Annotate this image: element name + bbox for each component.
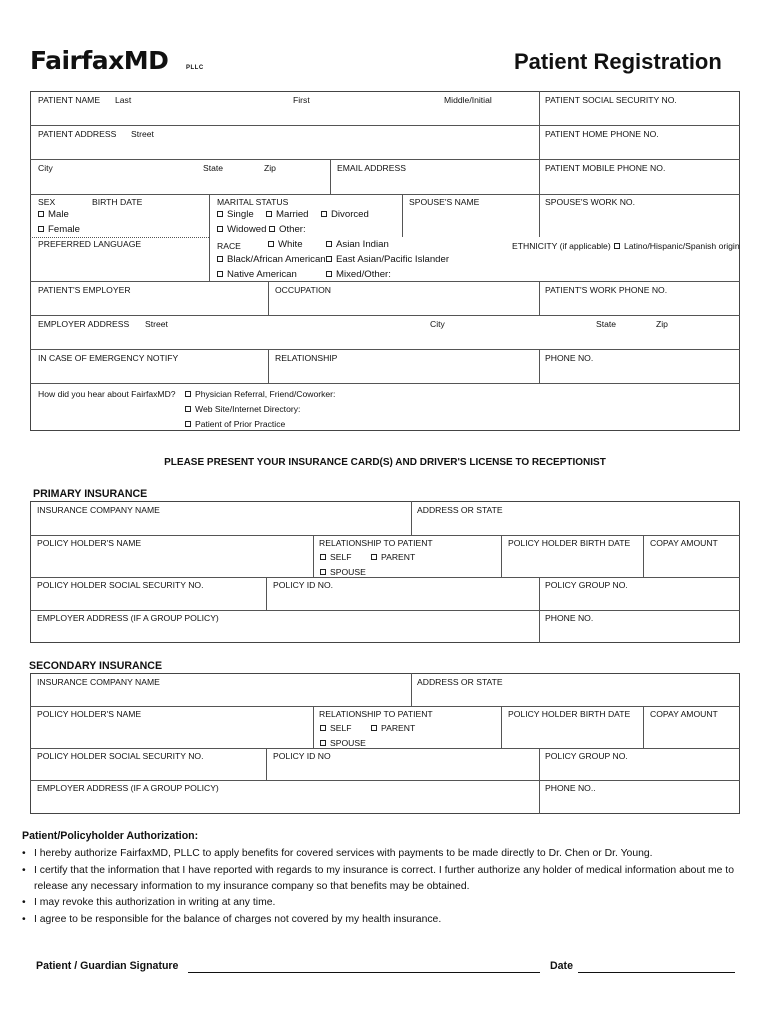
employer-label: PATIENT'S EMPLOYER	[38, 285, 131, 295]
ethnicity-latino-option[interactable]	[614, 240, 740, 252]
primary-policy-id-label: POLICY ID NO.	[273, 580, 334, 590]
hear-about-label: How did you hear about FairfaxMD?	[38, 389, 176, 399]
checkbox-icon[interactable]	[326, 256, 332, 262]
secondary-phone-label: PHONE NO..	[545, 783, 596, 793]
authorization-title: Patient/Policyholder Authorization:	[22, 830, 199, 842]
col-divider	[313, 535, 314, 577]
spouse-text: SPOUSE	[330, 738, 366, 748]
marital-divorced-option[interactable]	[321, 209, 369, 221]
birth-date-label: BIRTH DATE	[92, 197, 143, 207]
first-name-label: First	[293, 95, 310, 105]
row-divider	[30, 383, 740, 384]
bullet-text: I hereby authorize FairfaxMD, PLLC to apply benefits for covered services with payments to be made directly to Dr. Chen or Dr. Young.	[34, 848, 653, 859]
checkbox-icon[interactable]	[371, 554, 377, 560]
parent-text: PARENT	[381, 552, 416, 562]
col-divider	[266, 748, 267, 780]
white-text: White	[278, 239, 303, 250]
male-text: Male	[48, 209, 69, 220]
ssn-label: PATIENT SOCIAL SECURITY NO.	[545, 95, 677, 105]
primary-relationship-label: RELATIONSHIP TO PATIENT	[319, 538, 433, 548]
primary-holder-ssn-label: POLICY HOLDER SOCIAL SECURITY NO.	[37, 580, 204, 590]
race-native-american-option[interactable]	[217, 269, 297, 281]
city-label: City	[38, 163, 53, 173]
other-text: Other:	[279, 224, 306, 235]
divorced-text: Divorced	[331, 209, 369, 220]
spouse-text: SPOUSE	[330, 567, 366, 577]
checkbox-icon[interactable]	[268, 241, 274, 247]
row-divider	[30, 315, 740, 316]
work-phone-label: PATIENT'S WORK PHONE NO.	[545, 285, 668, 295]
row-divider	[30, 577, 740, 578]
secondary-holder-ssn-label: POLICY HOLDER SOCIAL SECURITY NO.	[37, 751, 204, 761]
employer-state-label: State	[596, 319, 617, 329]
primary-parent-option[interactable]	[371, 551, 415, 563]
secondary-company-label: INSURANCE COMPANY NAME	[37, 677, 160, 687]
col-divider	[539, 748, 540, 814]
checkbox-icon[interactable]	[614, 243, 620, 249]
secondary-address-label: ADDRESS OR STATE	[417, 677, 503, 687]
secondary-birth-date-label: POLICY HOLDER BIRTH DATE	[508, 709, 631, 719]
website-option[interactable]	[185, 403, 300, 415]
row-divider	[30, 281, 740, 282]
secondary-policy-id-label: POLICY ID NO	[273, 751, 331, 761]
col-divider	[266, 577, 267, 610]
spouse-name-label: SPOUSE'S NAME	[409, 197, 480, 207]
date-label: Date	[550, 960, 573, 972]
checkbox-icon[interactable]	[185, 406, 191, 412]
primary-holder-name-label: POLICY HOLDER'S NAME	[37, 538, 142, 548]
col-divider	[313, 706, 314, 748]
checkbox-icon[interactable]	[185, 391, 191, 397]
col-divider	[411, 673, 412, 706]
bullet-text: I certify that the information that I have reported with regards to my insurance is correct. I further authorize any holder of medical information about me to release any necessary information to my insurance company so that benefits may be obtained.	[34, 865, 734, 892]
marital-widowed-option[interactable]	[217, 224, 266, 236]
col-divider	[539, 349, 540, 383]
latino-text: Latino/Hispanic/Spanish origin	[624, 241, 740, 251]
referral-option[interactable]	[185, 388, 335, 400]
checkbox-icon[interactable]	[38, 226, 44, 232]
sex-male-option[interactable]	[38, 209, 69, 221]
col-divider	[209, 194, 210, 281]
race-label: RACE	[217, 241, 241, 251]
bullet-text: I may revoke this authorization in writing at any time.	[34, 897, 276, 908]
row-divider	[30, 125, 740, 126]
row-divider	[30, 748, 740, 749]
signature-label: Patient / Guardian Signature	[36, 960, 179, 972]
checkbox-icon[interactable]	[217, 271, 223, 277]
single-text: Single	[227, 209, 254, 220]
col-divider	[501, 535, 502, 577]
preferred-language-label: PREFERRED LANGUAGE	[38, 239, 142, 249]
bullet-marker: •	[22, 914, 26, 925]
row-divider	[30, 237, 209, 238]
row-divider	[30, 780, 740, 781]
relationship-label: RELATIONSHIP	[275, 353, 338, 363]
checkbox-icon[interactable]	[38, 211, 44, 217]
authorization-bullet	[22, 863, 757, 895]
row-divider	[30, 159, 740, 160]
marital-married-option[interactable]	[266, 209, 309, 221]
employer-address-label: EMPLOYER ADDRESS	[38, 319, 130, 329]
logo-suffix: PLLC	[186, 65, 204, 71]
row-divider	[30, 349, 740, 350]
authorization-bullet	[22, 895, 757, 911]
col-divider	[643, 706, 644, 748]
secondary-employer-address-label: EMPLOYER ADDRESS (IF A GROUP POLICY)	[37, 783, 219, 793]
signature-line[interactable]	[188, 972, 540, 973]
fairfaxmd-logo: FairfaxMD	[30, 46, 169, 75]
primary-self-option[interactable]	[320, 551, 352, 563]
row-divider	[30, 194, 740, 195]
col-divider	[643, 535, 644, 577]
col-divider	[501, 706, 502, 748]
emergency-phone-label: PHONE NO.	[545, 353, 594, 363]
website-text: Web Site/Internet Directory:	[195, 404, 301, 414]
race-black-option[interactable]	[217, 254, 326, 266]
checkbox-icon[interactable]	[320, 569, 326, 575]
checkbox-icon[interactable]	[217, 256, 223, 262]
emergency-label: IN CASE OF EMERGENCY NOTIFY	[38, 353, 179, 363]
primary-address-label: ADDRESS OR STATE	[417, 505, 503, 515]
bullet-text: I agree to be responsible for the balance of charges not covered by my health insurance.	[34, 914, 442, 925]
state-label: State	[203, 163, 224, 173]
married-text: Married	[276, 209, 309, 220]
black-text: Black/African American	[227, 254, 326, 265]
date-line[interactable]	[578, 972, 735, 973]
bullet-marker: •	[22, 897, 26, 908]
checkbox-icon[interactable]	[320, 725, 326, 731]
home-phone-label: PATIENT HOME PHONE NO.	[545, 129, 659, 139]
spouse-work-label: SPOUSE'S WORK NO.	[545, 197, 635, 207]
checkbox-icon[interactable]	[326, 241, 332, 247]
ethnicity-label: ETHNICITY (if applicable)	[512, 241, 611, 251]
authorization-bullet	[22, 846, 757, 862]
checkbox-icon[interactable]	[266, 211, 272, 217]
last-name-label: Last	[115, 95, 132, 105]
secondary-parent-option[interactable]	[371, 722, 415, 734]
primary-copay-label: COPAY AMOUNT	[650, 538, 718, 548]
native-american-text: Native American	[227, 269, 297, 280]
secondary-spouse-option[interactable]	[320, 737, 366, 749]
secondary-holder-name-label: POLICY HOLDER'S NAME	[37, 709, 142, 719]
checkbox-icon[interactable]	[321, 211, 327, 217]
occupation-label: OCCUPATION	[275, 285, 332, 295]
primary-birth-date-label: POLICY HOLDER BIRTH DATE	[508, 538, 631, 548]
marital-other-option[interactable]	[269, 224, 306, 236]
primary-insurance-title: PRIMARY INSURANCE	[33, 488, 148, 500]
col-divider	[268, 281, 269, 315]
zip-label: Zip	[264, 163, 276, 173]
row-divider	[30, 535, 740, 536]
race-white-option[interactable]	[268, 239, 303, 251]
col-divider	[330, 159, 331, 194]
col-divider	[539, 281, 540, 315]
employer-street-label: Street	[145, 319, 168, 329]
secondary-insurance-title: SECONDARY INSURANCE	[29, 660, 163, 672]
primary-spouse-option[interactable]	[320, 566, 366, 578]
asian-indian-text: Asian Indian	[336, 239, 389, 250]
checkbox-icon[interactable]	[320, 554, 326, 560]
primary-phone-label: PHONE NO.	[545, 613, 594, 623]
patient-name-label: PATIENT NAME	[38, 95, 101, 105]
middle-initial-label: Middle/Initial	[444, 95, 492, 105]
race-east-asian-option[interactable]	[326, 254, 449, 266]
col-divider	[402, 194, 403, 237]
secondary-group-no-label: POLICY GROUP NO.	[545, 751, 628, 761]
primary-group-no-label: POLICY GROUP NO.	[545, 580, 628, 590]
mixed-text: Mixed/Other:	[336, 269, 391, 280]
authorization-bullet	[22, 912, 757, 928]
email-label: EMAIL ADDRESS	[337, 163, 406, 173]
widowed-text: Widowed	[227, 224, 267, 235]
insurance-card-note: PLEASE PRESENT YOUR INSURANCE CARD(S) AND DRIVER'S LICENSE TO RECEPTIONIST	[164, 457, 606, 468]
bullet-marker: •	[22, 865, 26, 876]
checkbox-icon[interactable]	[185, 421, 191, 427]
marital-single-option[interactable]	[217, 209, 254, 221]
checkbox-icon[interactable]	[371, 725, 377, 731]
col-divider	[268, 349, 269, 383]
bullet-marker: •	[22, 848, 26, 859]
self-text: SELF	[330, 723, 352, 733]
checkbox-icon[interactable]	[320, 740, 326, 746]
self-text: SELF	[330, 552, 352, 562]
prior-patient-text: Patient of Prior Practice	[195, 419, 286, 429]
row-divider	[30, 706, 740, 707]
race-mixed-option[interactable]	[326, 269, 391, 281]
page-title: Patient Registration	[514, 49, 722, 74]
referral-text: Physician Referral, Friend/Coworker:	[195, 389, 336, 399]
sex-female-option[interactable]	[38, 224, 80, 236]
parent-text: PARENT	[381, 723, 416, 733]
prior-patient-option[interactable]	[185, 418, 285, 430]
female-text: Female	[48, 224, 80, 235]
col-divider	[411, 501, 412, 535]
checkbox-icon[interactable]	[217, 211, 223, 217]
col-divider	[539, 91, 540, 237]
checkbox-icon[interactable]	[326, 271, 332, 277]
mobile-phone-label: PATIENT MOBILE PHONE NO.	[545, 163, 666, 173]
checkbox-icon[interactable]	[217, 226, 223, 232]
employer-city-label: City	[430, 319, 445, 329]
employer-zip-label: Zip	[656, 319, 668, 329]
col-divider	[539, 577, 540, 643]
secondary-copay-label: COPAY AMOUNT	[650, 709, 718, 719]
patient-address-label: PATIENT ADDRESS	[38, 129, 117, 139]
race-asian-indian-option[interactable]	[326, 239, 389, 251]
east-asian-text: East Asian/Pacific Islander	[336, 254, 450, 265]
primary-company-label: INSURANCE COMPANY NAME	[37, 505, 160, 515]
checkbox-icon[interactable]	[269, 226, 275, 232]
secondary-relationship-label: RELATIONSHIP TO PATIENT	[319, 709, 433, 719]
sex-label: SEX	[38, 197, 56, 207]
street-label: Street	[131, 129, 154, 139]
row-divider	[30, 610, 740, 611]
marital-status-label: MARITAL STATUS	[217, 197, 289, 207]
secondary-self-option[interactable]	[320, 722, 352, 734]
primary-employer-address-label: EMPLOYER ADDRESS (IF A GROUP POLICY)	[37, 613, 219, 623]
